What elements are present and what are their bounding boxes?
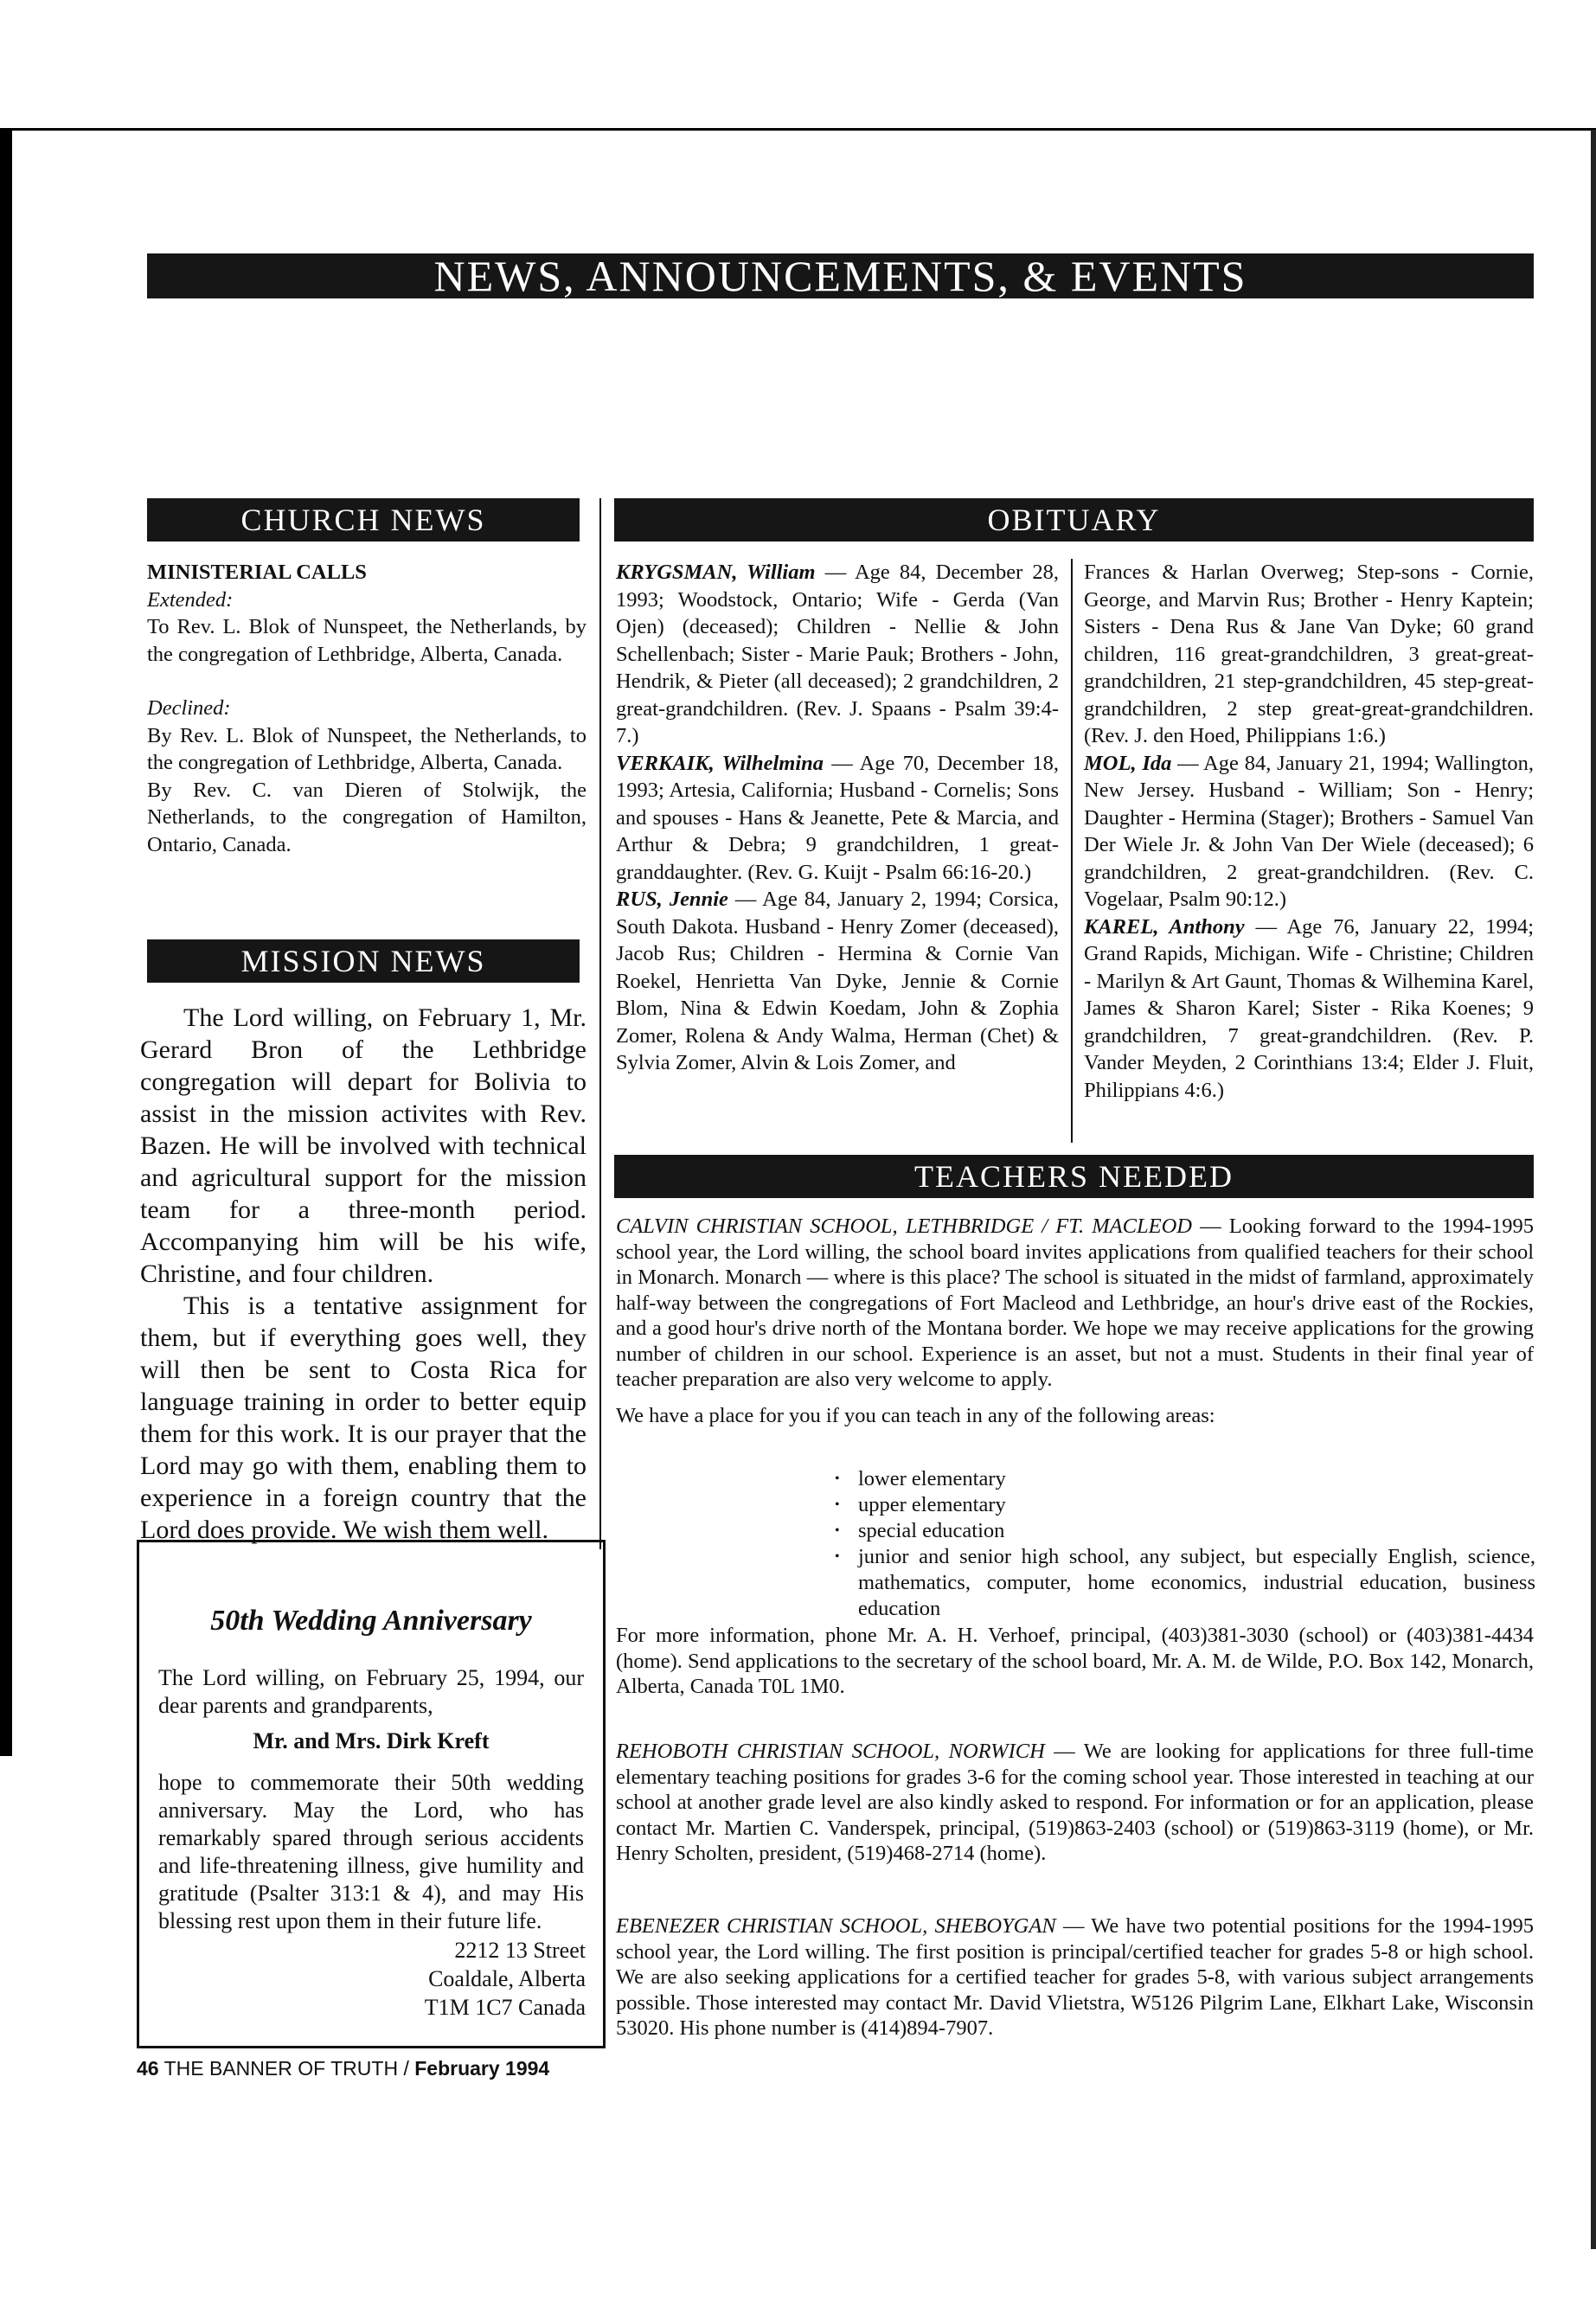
top-rule bbox=[0, 128, 1596, 131]
calvin-school-name: CALVIN CHRISTIAN SCHOOL, LETHBRIDGE / FT. MACLEOD bbox=[616, 1215, 1192, 1238]
extended-label: Extended: bbox=[147, 587, 234, 612]
issue-date: February 1994 bbox=[414, 2057, 550, 2080]
declined-label: Declined: bbox=[147, 696, 231, 720]
scan-edge-right bbox=[1591, 130, 1596, 2249]
ebenezer-school-name: EBENEZER CHRISTIAN SCHOOL, SHEBOYGAN bbox=[616, 1914, 1056, 1938]
publication-name: THE BANNER OF TRUTH / bbox=[163, 2057, 409, 2080]
address-line-1: 2212 13 Street bbox=[454, 1938, 586, 1963]
obituary-name: RUS, Jennie bbox=[616, 888, 728, 911]
calvin-paragraph bbox=[616, 1214, 1534, 1393]
calvin-text: — Looking forward to the 1994-1995 school year, the Lord willing, the school board invites applications from qualified teachers for their school in Monarch. Monarch — where is this place? The school is situated in the midst of farmland, approximately half-way between the congregations of Fort Macleod and Lethbridge, an hour's drive east of the Rockies, and a good hour's drive north of the Montana border. We hope we may receive applications for the growing number of children in our school. Experience is an asset, but not a must. Students in their final year of teacher preparation are also very welcome to apply. bbox=[616, 1215, 1534, 1391]
obituary-text: — Age 76, January 22, 1994; Grand Rapids, Michigan. Wife - Christine; Children - Marilyn & Art Gaunt, Thomas & Wilhemina Karel, James & Sharon Karel; Sister - Rika Koenes; 9 grandchildren, 7 great-grandchildren. (Rev. P. Vander Meyden, 2 Corinthians 13:4; Elder J. Fluit, Philippians 4:6.) bbox=[1084, 914, 1535, 1102]
obituary-entry bbox=[1084, 913, 1534, 1105]
declined-text-2: By Rev. C. van Dieren of Stolwijk, the Netherlands, to the congregation of Hamilton, Ontario, Canada. bbox=[147, 778, 586, 856]
rehoboth-school-listing bbox=[616, 1739, 1534, 1867]
ebenezer-text: — We have two potential positions for the 1994-1995 school year, the Lord willing. The first position is principal/certified teacher for grades 5-8 or high school. We are also seeking applications for a certified teacher for grades 5-8, with various subject arrangements possible. Those interested may contact Mr. David Vlietstra, W5126 Pilgrim Lane, Elkhart Lake, Wisconsin 53020. His phone number is (414)894-7907. bbox=[616, 1914, 1535, 2040]
anniversary-intro: The Lord willing, on February 25, 1994, our dear parents and grandparents, bbox=[158, 1665, 584, 1718]
anniversary-body: hope to commemorate their 50th wedding anniversary. May the Lord, who has remarkably spared through serious accidents and life-threatening illness, give humility and gratitude (Psalter 313:1 & 4), and may His blessing rest upon them in their future life. bbox=[158, 1770, 584, 1933]
address-line-2: Coaldale, Alberta bbox=[428, 1966, 586, 1991]
calvin-contact: For more information, phone Mr. A. H. Verhoef, principal, (403)381-3030 (school) or (403)381-4434 (home). Send applications to the secretary of the school board, Mr. A. M. de Wilde, P.O. Box 142, Monarch, Alberta, Canada T0L 1M0. bbox=[616, 1624, 1534, 1698]
church-news-heading: CHURCH NEWS bbox=[147, 498, 580, 542]
obituary-name: KAREL, Anthony bbox=[1084, 914, 1245, 939]
rehoboth-school-name: REHOBOTH CHRISTIAN SCHOOL, NORWICH bbox=[616, 1740, 1045, 1763]
obituary-entry bbox=[1084, 750, 1534, 913]
declined-text-1: By Rev. L. Blok of Nunspeet, the Netherlands, to the congregation of Lethbridge, Alberta, Canada. bbox=[147, 723, 586, 774]
obituary-text: — Age 70, December 18, 1993; Artesia, California; Husband - Cornelis; Sons and spouses - Hans & Jeanette, Pete & Marcia, and Arthur & Debra; 9 grandchildren, 1 great-granddaughter. (Rev. G. Kuijt - Psalm 66:16-20.) bbox=[616, 751, 1059, 884]
anniversary-title: 50th Wedding Anniversary bbox=[210, 1605, 532, 1637]
anniversary-names: Mr. and Mrs. Dirk Kreft bbox=[253, 1728, 490, 1753]
page-footer bbox=[137, 2057, 549, 2080]
obituary-continued: Frances & Harlan Overweg; Step-sons - Cornie, George, and Marvin Rus; Brother - Henry Kaptein; Sisters - Dena Rus & Jane Van Dyke; 60 grand children, 116 great-grandchildren, 3 great-great-grandchildren, 21 step-grandchildren, 45 step-great-grandchildren, 2 step great-great-grandchildren. (Rev. J. den Hoed, Philippians 1:6.) bbox=[1084, 561, 1534, 747]
anniversary-box bbox=[137, 1540, 606, 2048]
obituary-divider bbox=[1071, 559, 1073, 1143]
page-header-banner: NEWS, ANNOUNCEMENTS, & EVENTS bbox=[147, 253, 1534, 298]
list-item: • junior and senior high school, any subject, but especially English, science, mathematics, computer, home economics, industrial education, business education bbox=[830, 1544, 1535, 1622]
address-line-3: T1M 1C7 Canada bbox=[424, 1995, 586, 2020]
mission-news-body bbox=[140, 1002, 586, 1546]
obituary-name: KRYGSMAN, William bbox=[616, 561, 816, 584]
obituary-name: VERKAIK, Wilhelmina bbox=[616, 751, 824, 775]
mission-paragraph-2: This is a tentative assignment for them, but if everything goes well, they will then be sent to Costa Rica for language training in order to better equip them for this work. It is our prayer that the Lord may go with them, enabling them to experience in a foreign country that the Lord does provide. We wish them well. bbox=[140, 1292, 586, 1544]
scan-edge-left bbox=[0, 130, 12, 1756]
list-item: • special education bbox=[830, 1518, 1535, 1544]
calvin-school-listing bbox=[616, 1214, 1534, 1428]
ebenezer-school-listing bbox=[616, 1913, 1534, 2041]
areas-intro: We have a place for you if you can teach in any of the following areas: bbox=[616, 1403, 1215, 1427]
rehoboth-text: — We are looking for applications for three full-time elementary teaching positions for grades 3-6 for the coming school year. Those interested in teaching at our school at another grade level are also kindly asked to respond. For information or for an application, please contact Mr. Martien C. Vanderspek, principal, (519)863-2403 (school) or (519)863-3119 (home), or Mr. Henry Scholten, president, (519)468-2714 (home). bbox=[616, 1740, 1534, 1865]
obituary-entry bbox=[616, 750, 1059, 887]
teaching-areas-list bbox=[830, 1466, 1535, 1622]
obituary-name: MOL, Ida bbox=[1084, 751, 1172, 775]
teachers-needed-heading: TEACHERS NEEDED bbox=[614, 1155, 1534, 1198]
obituary-entry bbox=[616, 886, 1059, 1077]
page-number: 46 bbox=[137, 2057, 159, 2080]
column-divider bbox=[599, 498, 601, 1549]
obituary-entry bbox=[616, 559, 1059, 750]
anniversary-address bbox=[407, 1936, 586, 2022]
list-item: • upper elementary bbox=[830, 1492, 1535, 1518]
extended-text: To Rev. L. Blok of Nunspeet, the Netherlands, by the congregation of Lethbridge, Alberta, Canada. bbox=[147, 615, 586, 666]
obituary-column-left bbox=[616, 559, 1059, 1077]
obituary-text: — Age 84, January 2, 1994; Corsica, South Dakota. Husband - Henry Zomer (deceased), Jacob Rus; Children - Hermina & Cornie Van Roekel, Henrietta Van Dyke, Jennie & Cornie Blom, Nina & Edwin Koedam, John & Zophia Zomer, Rolena & Andy Walma, Herman (Chet) & Sylvia Zomer, Alvin & Lois Zomer, and bbox=[616, 888, 1059, 1074]
mission-paragraph-1: The Lord willing, on February 1, Mr. Gerard Bron of the Lethbridge congregation will depart for Bolivia to assist in the mission activites with Rev. Bazen. He will be involved with technical and agricultural support for the mission team for a three-month period. Accompanying him will be his wife, Christine, and four children. bbox=[140, 1003, 586, 1288]
church-news-section bbox=[147, 559, 586, 858]
obituary-column-right bbox=[1084, 559, 1534, 1104]
obituary-text: — Age 84, December 28, 1993; Woodstock, Ontario; Wife - Gerda (Van Ojen) (deceased); Children - Nellie & John Schellenbach; Sister - Marie Pauk; Brothers - John, Hendrik, & Pieter (all deceased); 2 grandchildren, 2 great-grandchildren. (Rev. J. Spaans - Psalm 39:4-7.) bbox=[616, 561, 1060, 747]
obituary-text: — Age 84, January 21, 1994; Wallington, New Jersey. Husband - William; Son - Henry; Daughter - Hermina (Stager); Brothers - Samuel Van Der Wiele Jr. & John Van Der Wiele (deceased); 6 grandchildren, 2 great-grandchildren. (Rev. C. Vogelaar, Psalm 90:12.) bbox=[1084, 751, 1534, 911]
ministerial-calls-subhead: MINISTERIAL CALLS bbox=[147, 561, 367, 584]
list-item: • lower elementary bbox=[830, 1466, 1535, 1492]
mission-news-heading: MISSION NEWS bbox=[147, 939, 580, 983]
obituary-heading: OBITUARY bbox=[614, 498, 1534, 542]
